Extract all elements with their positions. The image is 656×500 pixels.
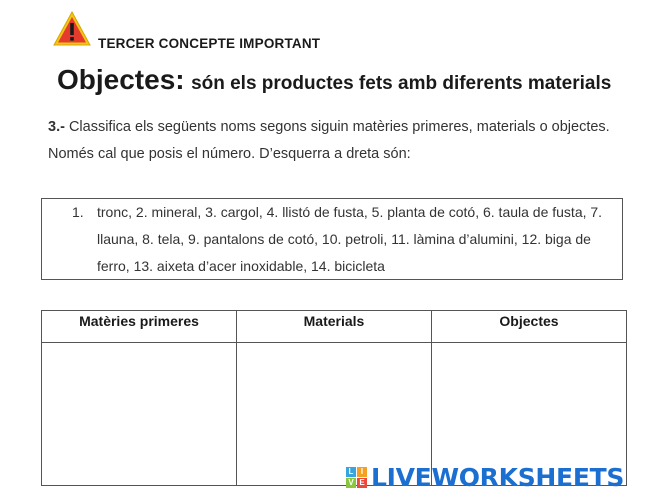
header-objects: Objectes: [432, 311, 627, 343]
header-materials: Materials: [237, 311, 432, 343]
logo-letter: L: [346, 467, 356, 477]
logo-text: LIVEWORKSHEETS: [371, 462, 625, 492]
instructions: [48, 114, 618, 168]
headline-definition: són els productes fets amb diferents materials: [191, 73, 612, 94]
word-list-box: [41, 198, 623, 280]
concept-title: TERCER CONCEPTE IMPORTANT: [98, 36, 321, 51]
logo-blocks-icon: [346, 467, 367, 488]
header-raw-materials: Matèries primeres: [42, 311, 237, 343]
liveworksheets-logo: [346, 460, 624, 494]
word-list-text: tronc, 2. mineral, 3. cargol, 4. llistó de fusta, 5. planta de cotó, 6. taula de fusta, 7. llauna, 8. tela, 9. pantalons de cotó, 10. petroli, 11. làmina d’alumini, 12. biga de ferro, 13. aixeta d’acer inoxidable, 14. bicicleta: [97, 204, 603, 274]
instructions-text: Classifica els següents noms segons siguin matèries primeres, materials o objectes. Només cal que posis el número. D’esquerra a dreta són:: [48, 119, 610, 162]
logo-letter: E: [357, 478, 367, 488]
exercise-number: 3.-: [48, 119, 65, 135]
list-number: 1.: [72, 204, 84, 220]
logo-letter: V: [346, 478, 356, 488]
answer-cell-raw-materials[interactable]: [42, 343, 237, 486]
page-title: [57, 64, 611, 96]
logo-letter: I: [357, 467, 367, 477]
headline-term: Objectes:: [57, 64, 185, 95]
table-header-row: [42, 311, 627, 343]
warning-icon: [52, 10, 92, 48]
